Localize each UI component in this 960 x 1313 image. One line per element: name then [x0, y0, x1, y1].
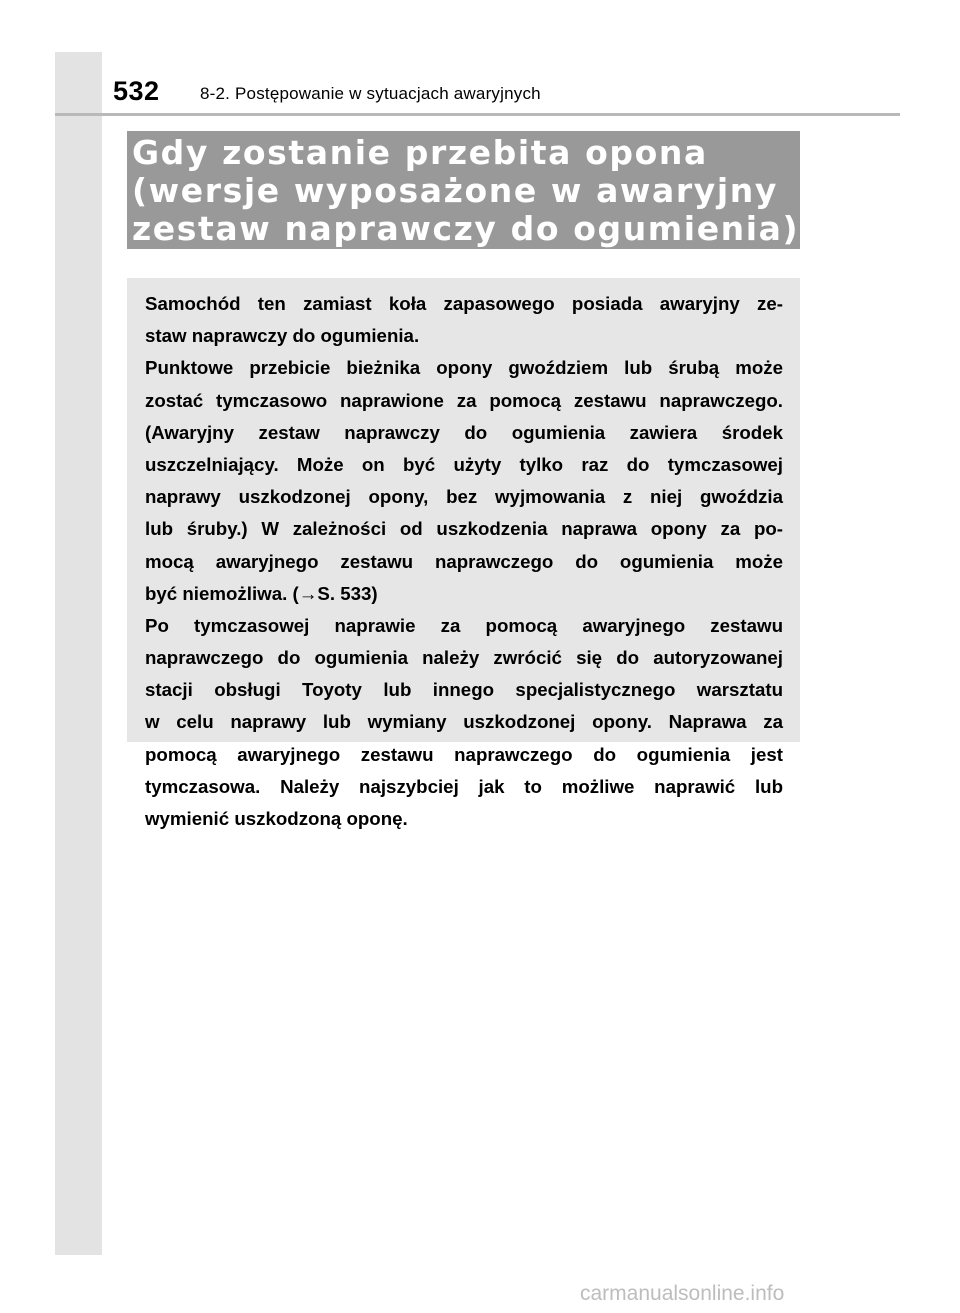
info-line: być niemożliwa. (→S. 533) [145, 582, 378, 604]
side-strip [55, 52, 102, 1255]
info-line: mocą awaryjnego zestawu naprawczego do ogumienia może [145, 550, 783, 572]
title-line: Gdy zostanie przebita opona [132, 133, 708, 172]
info-line: lub śruby.) W zależności od uszkodzenia naprawa opony za po- [145, 518, 783, 540]
info-line: wymienić uszkodzoną oponę. [145, 808, 408, 829]
info-line: Punktowe przebicie bieżnika opony gwoździem lub śrubą może [145, 357, 783, 379]
info-line: naprawy uszkodzonej opony, bez wyjmowania z niej gwoździa [145, 486, 783, 508]
page-number: 532 [113, 76, 160, 106]
info-line: pomocą awaryjnego zestawu naprawczego do ogumienia jest [145, 743, 783, 765]
info-line: Samochód ten zamiast koła zapasowego posiada awaryjny ze- [145, 293, 783, 314]
info-line: (Awaryjny zestaw naprawczy do ogumienia zawiera środek [145, 421, 783, 443]
title-line: zestaw naprawczy do ogumienia) [132, 209, 800, 248]
footer-watermark: carmanualsonline.info [580, 1282, 785, 1305]
info-box [127, 278, 800, 829]
title-box [127, 131, 800, 249]
header-divider [55, 113, 900, 116]
info-line: w celu naprawy lub wymiany uszkodzonej opony. Naprawa za [145, 711, 783, 733]
title-line: (wersje wyposażone w awaryjny [132, 171, 778, 210]
info-line: stacji obsługi Toyoty lub innego specjalistycznego warsztatu [145, 679, 783, 701]
info-text [145, 288, 783, 835]
info-line: naprawczego do ogumienia należy zwrócić się do autoryzowanej [145, 647, 783, 669]
info-line: uszczelniający. Może on być użyty tylko raz do tymczasowej [145, 453, 783, 475]
info-line: zostać tymczasowo naprawione za pomocą zestawu naprawczego. [145, 389, 783, 411]
section-title: 8-2. Postępowanie w sytuacjach awaryjnych [200, 84, 541, 103]
info-line: staw naprawczy do ogumienia. [145, 325, 420, 347]
info-line: tymczasowa. Należy najszybciej jak to możliwe naprawić lub [145, 775, 783, 797]
info-line: Po tymczasowej naprawie za pomocą awaryjnego zestawu [145, 614, 783, 636]
